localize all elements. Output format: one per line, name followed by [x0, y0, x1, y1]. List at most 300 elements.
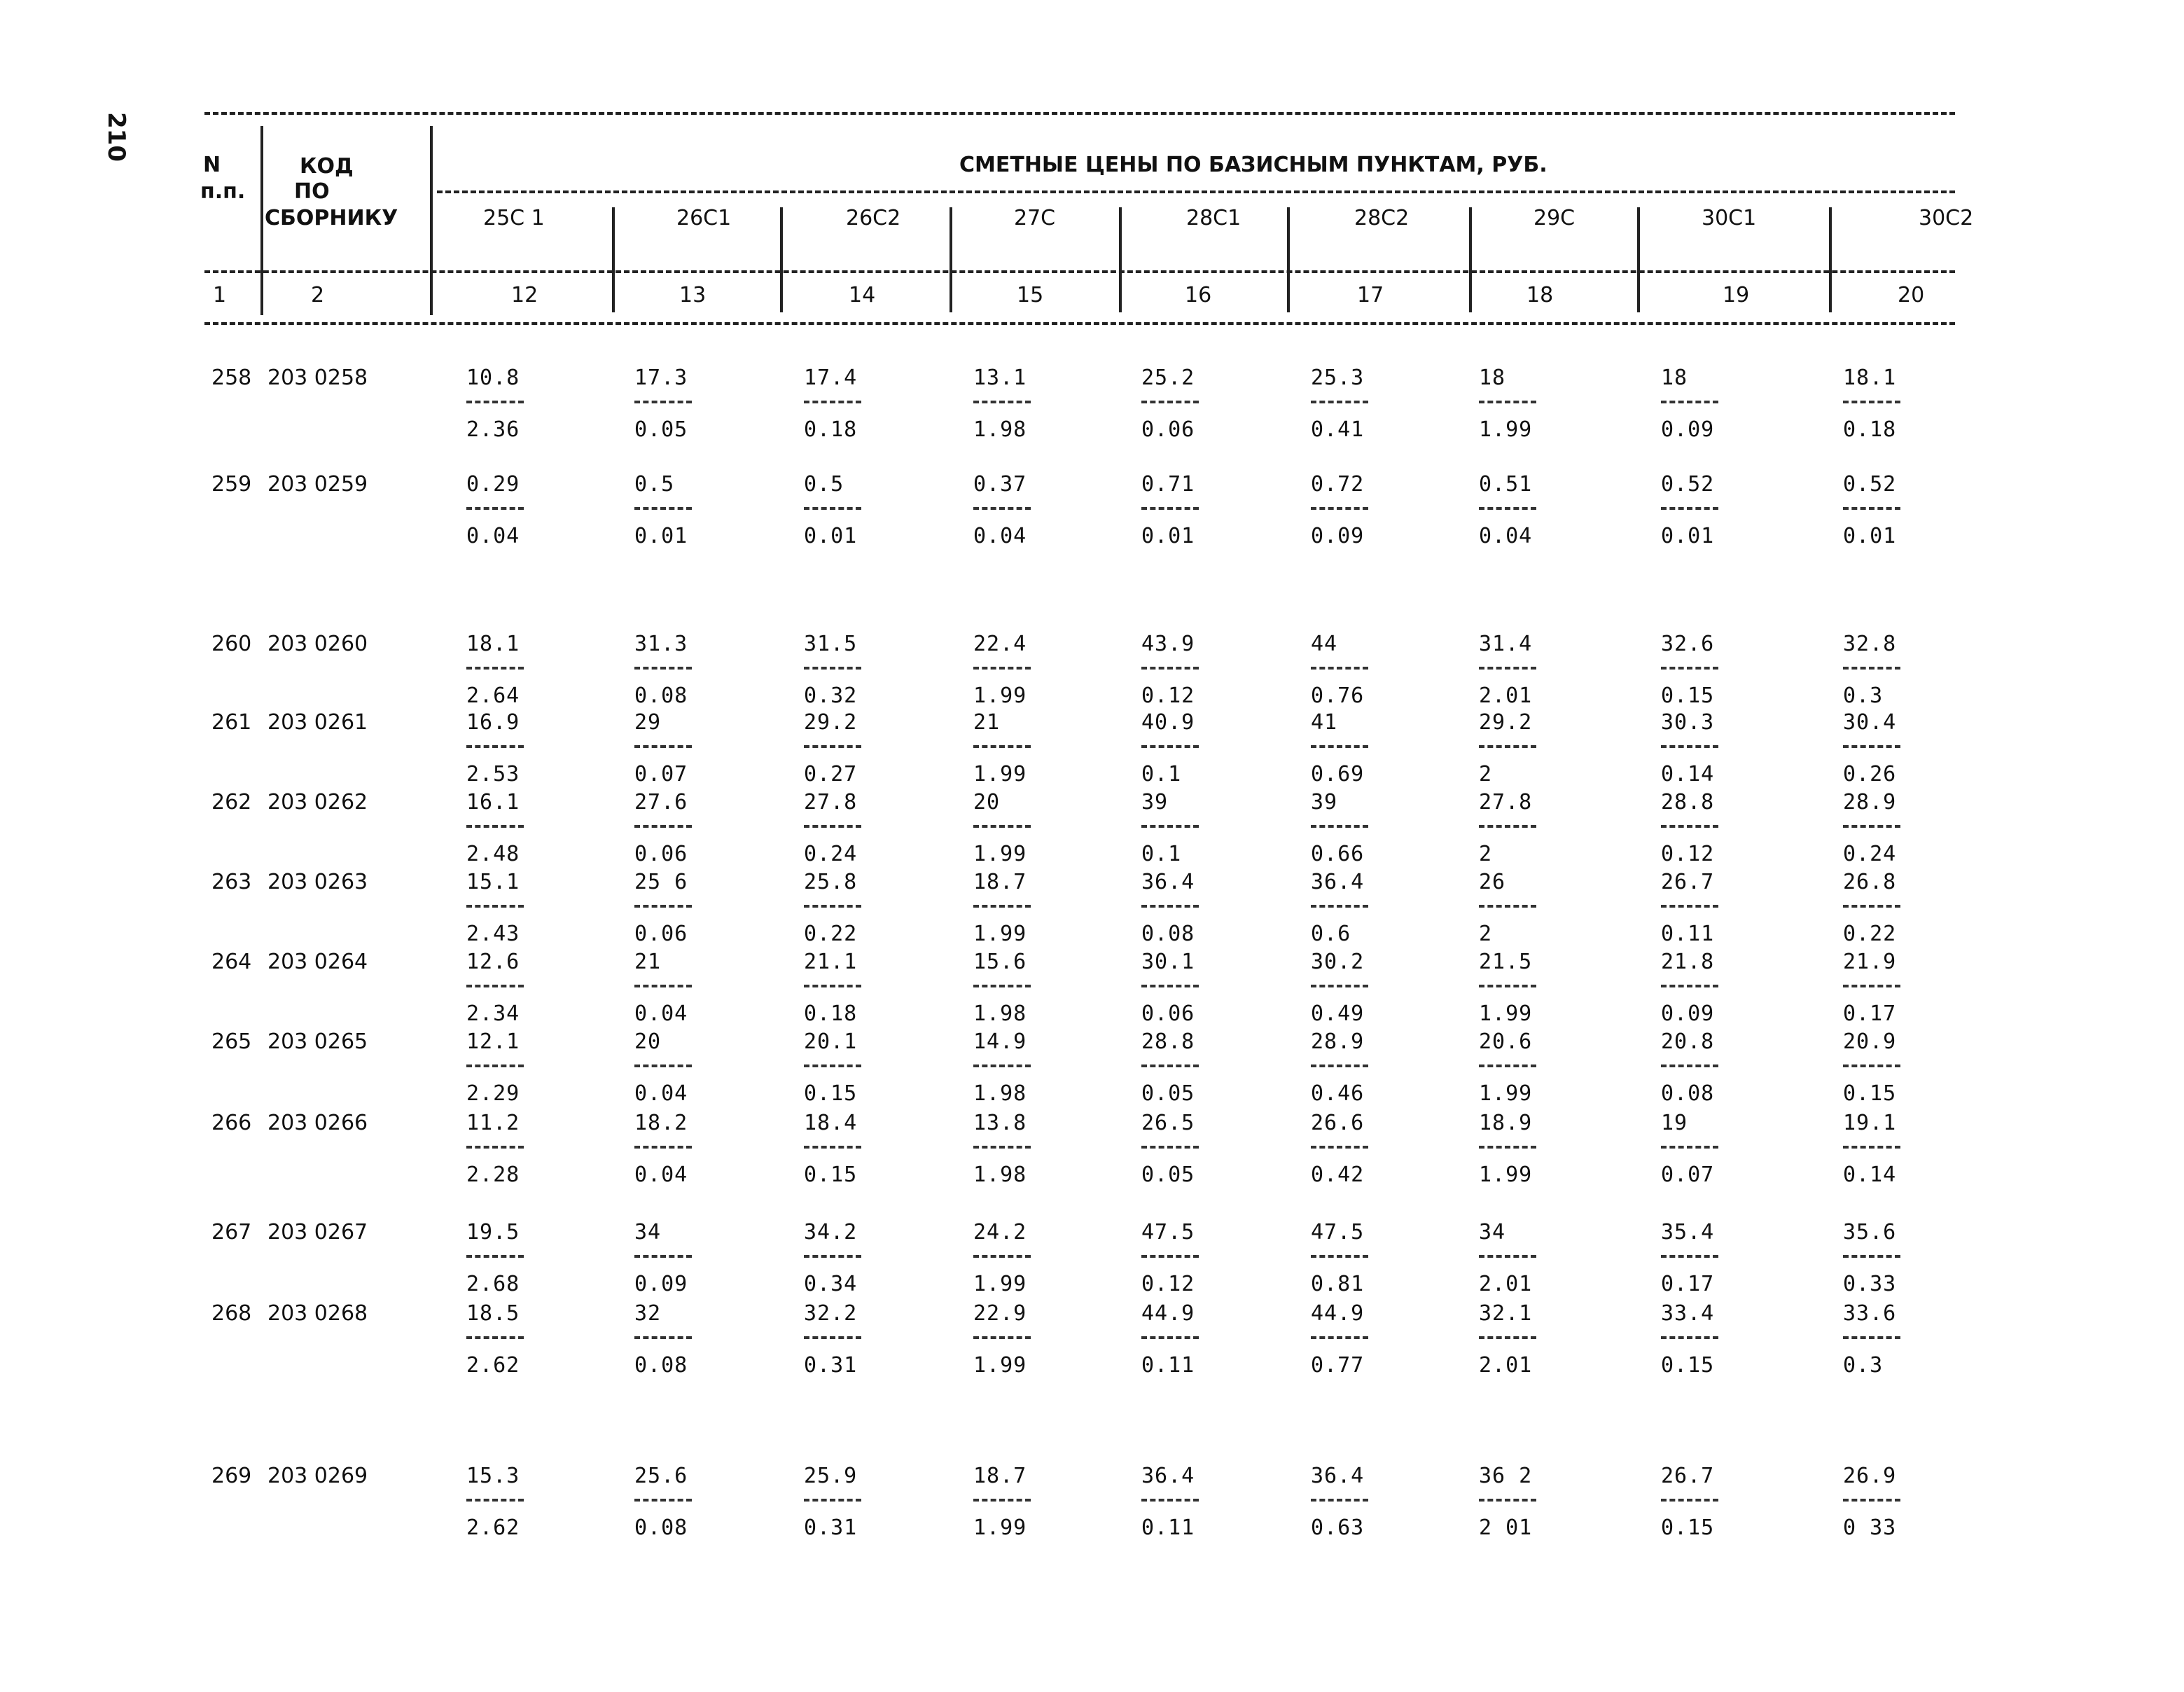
fraction-line	[1843, 1336, 1900, 1339]
price-value: 26	[1479, 870, 1506, 894]
price-value: 21.5	[1479, 950, 1533, 974]
fraction-line	[466, 507, 524, 510]
transport-value: 2.48	[466, 842, 520, 866]
transport-value: 2.62	[466, 1516, 520, 1540]
n-label: N	[203, 153, 221, 177]
transport-value: 0.08	[1141, 922, 1195, 946]
transport-value: 0.63	[1311, 1516, 1365, 1540]
transport-value: 0.05	[1141, 1163, 1195, 1187]
transport-value: 2.01	[1479, 1272, 1533, 1296]
fraction-line	[973, 825, 1031, 828]
transport-value: 0.01	[804, 524, 858, 548]
price-value: 17.4	[804, 366, 858, 390]
fraction-line	[466, 745, 524, 748]
price-value: 27.8	[804, 790, 858, 814]
fraction-line	[973, 985, 1031, 987]
price-value: 26.7	[1661, 1464, 1715, 1488]
fraction-line	[1661, 1065, 1718, 1067]
fraction-line	[1141, 905, 1199, 908]
transport-value: 0.41	[1311, 417, 1365, 442]
transport-value: 2.29	[466, 1081, 520, 1106]
fraction-line	[1141, 1499, 1199, 1502]
price-value: 18.9	[1479, 1111, 1533, 1135]
price-value: 39	[1311, 790, 1338, 814]
price-value: 18.1	[466, 632, 520, 656]
fraction-line	[1661, 745, 1718, 748]
price-value: 47.5	[1141, 1220, 1195, 1244]
price-value: 29	[634, 710, 662, 735]
price-value: 15.1	[466, 870, 520, 894]
price-value: 27.8	[1479, 790, 1533, 814]
price-value: 44.9	[1311, 1301, 1365, 1326]
fraction-line	[466, 1499, 524, 1502]
fraction-line	[804, 1499, 861, 1502]
transport-value: 0.15	[1661, 1353, 1715, 1378]
n-sub-label: п.п.	[200, 179, 246, 204]
price-value: 21	[634, 950, 662, 974]
transport-value: 0.12	[1661, 842, 1715, 866]
header-bottom-rule	[204, 322, 1955, 325]
fraction-line	[804, 1065, 861, 1067]
transport-value: 0.15	[1661, 684, 1715, 708]
price-value: 25 6	[634, 870, 688, 894]
price-value: 21.1	[804, 950, 858, 974]
fraction-line	[1843, 1065, 1900, 1067]
transport-value: 0.15	[1843, 1081, 1897, 1106]
price-value: 30.2	[1311, 950, 1365, 974]
price-value: 26.6	[1311, 1111, 1365, 1135]
fraction-line	[973, 401, 1031, 403]
transport-value: 0.05	[634, 417, 688, 442]
price-value: 20.9	[1843, 1029, 1897, 1054]
price-value: 0.37	[973, 472, 1027, 497]
price-value: 20.6	[1479, 1029, 1533, 1054]
transport-value: 1.99	[973, 1353, 1027, 1378]
column-divider	[1829, 207, 1832, 312]
fraction-line	[466, 667, 524, 670]
fraction-line	[1141, 825, 1199, 828]
fraction-line	[1479, 1255, 1536, 1258]
transport-value: 1.99	[1479, 1163, 1533, 1187]
price-value: 19.1	[1843, 1111, 1897, 1135]
transport-value: 1.98	[973, 1081, 1027, 1106]
price-value: 0.71	[1141, 472, 1195, 497]
fraction-line	[1141, 985, 1199, 987]
transport-value: 0.08	[634, 1516, 688, 1540]
fraction-line	[634, 1146, 692, 1149]
fraction-line	[1661, 1336, 1718, 1339]
price-value: 39	[1141, 790, 1169, 814]
fraction-line	[804, 1255, 861, 1258]
fraction-line	[1479, 1336, 1536, 1339]
fraction-line	[466, 905, 524, 908]
fraction-line	[466, 1336, 524, 1339]
column-number: 1	[213, 283, 227, 307]
transport-value: 0.17	[1843, 1001, 1897, 1026]
transport-value: 2.28	[466, 1163, 520, 1187]
transport-value: 0.08	[634, 684, 688, 708]
fraction-line	[1311, 667, 1368, 670]
transport-value: 0.15	[1661, 1516, 1715, 1540]
column-header: 25С 1	[483, 206, 545, 230]
fraction-line	[466, 985, 524, 987]
fraction-line	[973, 1146, 1031, 1149]
price-value: 25.3	[1311, 366, 1365, 390]
fraction-line	[973, 507, 1031, 510]
fraction-line	[1141, 745, 1199, 748]
transport-value: 1.98	[973, 1001, 1027, 1026]
price-value: 34	[1479, 1220, 1506, 1244]
fraction-line	[1141, 507, 1199, 510]
column-header: 26С1	[676, 206, 732, 230]
header-divider	[430, 126, 433, 315]
price-value: 44	[1311, 632, 1338, 656]
transport-value: 1.99	[973, 1516, 1027, 1540]
price-value: 25.2	[1141, 366, 1195, 390]
fraction-line	[634, 667, 692, 670]
fraction-line	[804, 401, 861, 403]
price-value: 21	[973, 710, 1001, 735]
transport-value: 0.11	[1661, 922, 1715, 946]
transport-value: 0.33	[1843, 1272, 1897, 1296]
price-value: 33.6	[1843, 1301, 1897, 1326]
transport-value: 0.09	[1661, 417, 1715, 442]
price-value: 36 2	[1479, 1464, 1533, 1488]
price-value: 30.3	[1661, 710, 1715, 735]
transport-value: 0.04	[634, 1001, 688, 1026]
price-value: 19.5	[466, 1220, 520, 1244]
price-value: 20	[973, 790, 1001, 814]
transport-value: 0.09	[1661, 1001, 1715, 1026]
price-value: 19	[1661, 1111, 1688, 1135]
fraction-line	[804, 905, 861, 908]
price-value: 21.9	[1843, 950, 1897, 974]
price-value: 16.1	[466, 790, 520, 814]
column-number: 19	[1723, 283, 1750, 307]
price-value: 0.29	[466, 472, 520, 497]
transport-value: 0.06	[634, 922, 688, 946]
price-value: 16.9	[466, 710, 520, 735]
price-value: 36.4	[1311, 1464, 1365, 1488]
price-value: 13.8	[973, 1111, 1027, 1135]
price-value: 31.4	[1479, 632, 1533, 656]
fraction-line	[1141, 401, 1199, 403]
fraction-line	[1479, 985, 1536, 987]
transport-value: 1.99	[973, 762, 1027, 786]
price-value: 20.1	[804, 1029, 858, 1054]
transport-value: 0.04	[973, 524, 1027, 548]
column-number: 2	[311, 283, 325, 307]
fraction-line	[1843, 1499, 1900, 1502]
transport-value: 1.99	[1479, 1001, 1533, 1026]
price-value: 35.6	[1843, 1220, 1897, 1244]
transport-value: 2.68	[466, 1272, 520, 1296]
fraction-line	[634, 1255, 692, 1258]
transport-value: 2.53	[466, 762, 520, 786]
transport-value: 1.99	[973, 922, 1027, 946]
transport-value: 0.1	[1141, 762, 1182, 786]
fraction-line	[1311, 401, 1368, 403]
transport-value: 0.09	[634, 1272, 688, 1296]
price-value: 15.3	[466, 1464, 520, 1488]
column-header: 28С2	[1354, 206, 1410, 230]
fraction-line	[1141, 1146, 1199, 1149]
column-header: 30С2	[1919, 206, 1974, 230]
price-value: 29.2	[804, 710, 858, 735]
fraction-line	[466, 825, 524, 828]
column-number: 17	[1357, 283, 1384, 307]
row-code: 203 0262	[267, 790, 368, 814]
price-value: 13.1	[973, 366, 1027, 390]
price-value: 0.72	[1311, 472, 1365, 497]
price-value: 34.2	[804, 1220, 858, 1244]
transport-value: 0.05	[1141, 1081, 1195, 1106]
transport-value: 0.31	[804, 1516, 858, 1540]
column-header: 27С	[1014, 206, 1056, 230]
transport-value: 1.99	[973, 842, 1027, 866]
price-value: 33.4	[1661, 1301, 1715, 1326]
column-divider	[1469, 207, 1472, 312]
transport-value: 0.15	[804, 1081, 858, 1106]
row-code: 203 0259	[267, 472, 368, 497]
transport-value: 1.99	[1479, 1081, 1533, 1106]
price-value: 20.8	[1661, 1029, 1715, 1054]
price-value: 30.1	[1141, 950, 1195, 974]
fraction-line	[1311, 1065, 1368, 1067]
fraction-line	[804, 825, 861, 828]
price-value: 18.5	[466, 1301, 520, 1326]
price-value: 24.2	[973, 1220, 1027, 1244]
price-value: 12.6	[466, 950, 520, 974]
column-header: 29С	[1533, 206, 1576, 230]
code-label-3: СБОРНИКУ	[265, 206, 398, 230]
fraction-line	[973, 1336, 1031, 1339]
price-value: 18.7	[973, 1464, 1027, 1488]
fraction-line	[1843, 905, 1900, 908]
transport-value: 1.98	[973, 417, 1027, 442]
code-label-2: ПО	[294, 179, 330, 204]
fraction-line	[1661, 825, 1718, 828]
fraction-line	[1479, 507, 1536, 510]
page-number: 210	[102, 112, 130, 162]
transport-value: 0.22	[804, 922, 858, 946]
table-title: СМЕТНЫЕ ЦЕНЫ ПО БАЗИСНЫМ ПУНКТАМ, РУБ.	[959, 153, 1547, 177]
price-value: 0.52	[1843, 472, 1897, 497]
fraction-line	[1311, 905, 1368, 908]
transport-value: 0.01	[634, 524, 688, 548]
price-value: 14.9	[973, 1029, 1027, 1054]
price-value: 25.8	[804, 870, 858, 894]
transport-value: 0.69	[1311, 762, 1365, 786]
transport-value: 1.99	[973, 684, 1027, 708]
price-value: 27.6	[634, 790, 688, 814]
transport-value: 0.49	[1311, 1001, 1365, 1026]
transport-value: 0.07	[634, 762, 688, 786]
fraction-line	[804, 1336, 861, 1339]
transport-value: 0.12	[1141, 1272, 1195, 1296]
fraction-line	[1843, 745, 1900, 748]
row-number: 258	[211, 366, 252, 390]
transport-value: 0.32	[804, 684, 858, 708]
row-number: 263	[211, 870, 252, 894]
price-value: 18.1	[1843, 366, 1897, 390]
column-number: 14	[849, 283, 876, 307]
transport-value: 0.6	[1311, 922, 1351, 946]
row-code: 203 0263	[267, 870, 368, 894]
price-value: 18.7	[973, 870, 1027, 894]
row-code: 203 0260	[267, 632, 368, 656]
fraction-line	[634, 825, 692, 828]
transport-value: 2.01	[1479, 684, 1533, 708]
price-value: 25.9	[804, 1464, 858, 1488]
fraction-line	[1311, 825, 1368, 828]
column-number: 20	[1898, 283, 1925, 307]
transport-value: 0.31	[804, 1353, 858, 1378]
transport-value: 0.22	[1843, 922, 1897, 946]
price-value: 22.9	[973, 1301, 1027, 1326]
fraction-line	[1479, 1499, 1536, 1502]
price-value: 18	[1661, 366, 1688, 390]
fraction-line	[1311, 1146, 1368, 1149]
transport-value: 0.24	[804, 842, 858, 866]
fraction-line	[1661, 507, 1718, 510]
row-code: 203 0261	[267, 710, 368, 735]
transport-value: 0.04	[634, 1163, 688, 1187]
fraction-line	[634, 1336, 692, 1339]
price-value: 43.9	[1141, 632, 1195, 656]
fraction-line	[1843, 401, 1900, 403]
transport-value: 2.01	[1479, 1353, 1533, 1378]
code-label: КОД	[300, 154, 354, 179]
transport-value: 2.34	[466, 1001, 520, 1026]
fraction-line	[1843, 507, 1900, 510]
fraction-line	[1843, 985, 1900, 987]
fraction-line	[973, 905, 1031, 908]
row-number: 268	[211, 1301, 252, 1326]
fraction-line	[1479, 1146, 1536, 1149]
transport-value: 0 33	[1843, 1516, 1897, 1540]
transport-value: 0.18	[804, 417, 858, 442]
price-value: 32.1	[1479, 1301, 1533, 1326]
row-number: 259	[211, 472, 252, 497]
subheader-rule	[204, 270, 1955, 273]
column-number: 12	[511, 283, 538, 307]
price-value: 12.1	[466, 1029, 520, 1054]
transport-value: 2	[1479, 922, 1493, 946]
fraction-line	[804, 745, 861, 748]
fraction-line	[466, 401, 524, 403]
column-number: 15	[1017, 283, 1044, 307]
fraction-line	[634, 905, 692, 908]
price-value: 26.8	[1843, 870, 1897, 894]
price-value: 29.2	[1479, 710, 1533, 735]
row-number: 266	[211, 1111, 252, 1135]
price-value: 0.51	[1479, 472, 1533, 497]
fraction-line	[1479, 905, 1536, 908]
fraction-line	[1661, 905, 1718, 908]
price-value: 26.5	[1141, 1111, 1195, 1135]
price-value: 31.3	[634, 632, 688, 656]
price-value: 28.9	[1311, 1029, 1365, 1054]
row-number: 267	[211, 1220, 252, 1244]
transport-value: 0.11	[1141, 1516, 1195, 1540]
transport-value: 0.3	[1843, 1353, 1884, 1378]
fraction-line	[1479, 667, 1536, 670]
price-value: 0.52	[1661, 472, 1715, 497]
fraction-line	[1141, 1336, 1199, 1339]
price-value: 28.9	[1843, 790, 1897, 814]
transport-value: 0.06	[1141, 417, 1195, 442]
transport-value: 0.18	[804, 1001, 858, 1026]
transport-value: 1.99	[1479, 417, 1533, 442]
fraction-line	[1843, 825, 1900, 828]
fraction-line	[804, 507, 861, 510]
fraction-line	[1661, 667, 1718, 670]
price-value: 20	[634, 1029, 662, 1054]
price-value: 18	[1479, 366, 1506, 390]
transport-value: 2	[1479, 842, 1493, 866]
column-divider	[1287, 207, 1290, 312]
transport-value: 0.12	[1141, 684, 1195, 708]
row-number: 269	[211, 1464, 252, 1488]
fraction-line	[1479, 825, 1536, 828]
transport-value: 0.3	[1843, 684, 1884, 708]
price-value: 44.9	[1141, 1301, 1195, 1326]
row-number: 260	[211, 632, 252, 656]
transport-value: 0.04	[466, 524, 520, 548]
fraction-line	[634, 985, 692, 987]
fraction-line	[634, 507, 692, 510]
fraction-line	[1311, 507, 1368, 510]
fraction-line	[804, 985, 861, 987]
fraction-line	[634, 745, 692, 748]
price-value: 36.4	[1141, 1464, 1195, 1488]
row-number: 265	[211, 1029, 252, 1054]
price-value: 32.8	[1843, 632, 1897, 656]
fraction-line	[466, 1146, 524, 1149]
fraction-line	[466, 1255, 524, 1258]
fraction-line	[973, 667, 1031, 670]
transport-value: 0.77	[1311, 1353, 1365, 1378]
column-header: 28С1	[1186, 206, 1241, 230]
fraction-line	[1661, 1255, 1718, 1258]
price-value: 32	[634, 1301, 662, 1326]
price-value: 32.6	[1661, 632, 1715, 656]
column-number: 13	[679, 283, 707, 307]
transport-value: 1.99	[973, 1272, 1027, 1296]
fraction-line	[1661, 1146, 1718, 1149]
transport-value: 0.07	[1661, 1163, 1715, 1187]
row-code: 203 0265	[267, 1029, 368, 1054]
transport-value: 0.76	[1311, 684, 1365, 708]
transport-value: 0.42	[1311, 1163, 1365, 1187]
transport-value: 2.43	[466, 922, 520, 946]
row-code: 203 0268	[267, 1301, 368, 1326]
top-rule	[204, 112, 1955, 115]
row-number: 264	[211, 950, 252, 974]
fraction-line	[634, 1065, 692, 1067]
transport-value: 0.06	[634, 842, 688, 866]
transport-value: 2.62	[466, 1353, 520, 1378]
row-code: 203 0264	[267, 950, 368, 974]
price-value: 22.4	[973, 632, 1027, 656]
transport-value: 0.11	[1141, 1353, 1195, 1378]
transport-value: 0.18	[1843, 417, 1897, 442]
transport-value: 2.64	[466, 684, 520, 708]
column-divider	[1637, 207, 1640, 312]
price-value: 17.3	[634, 366, 688, 390]
transport-value: 0.24	[1843, 842, 1897, 866]
